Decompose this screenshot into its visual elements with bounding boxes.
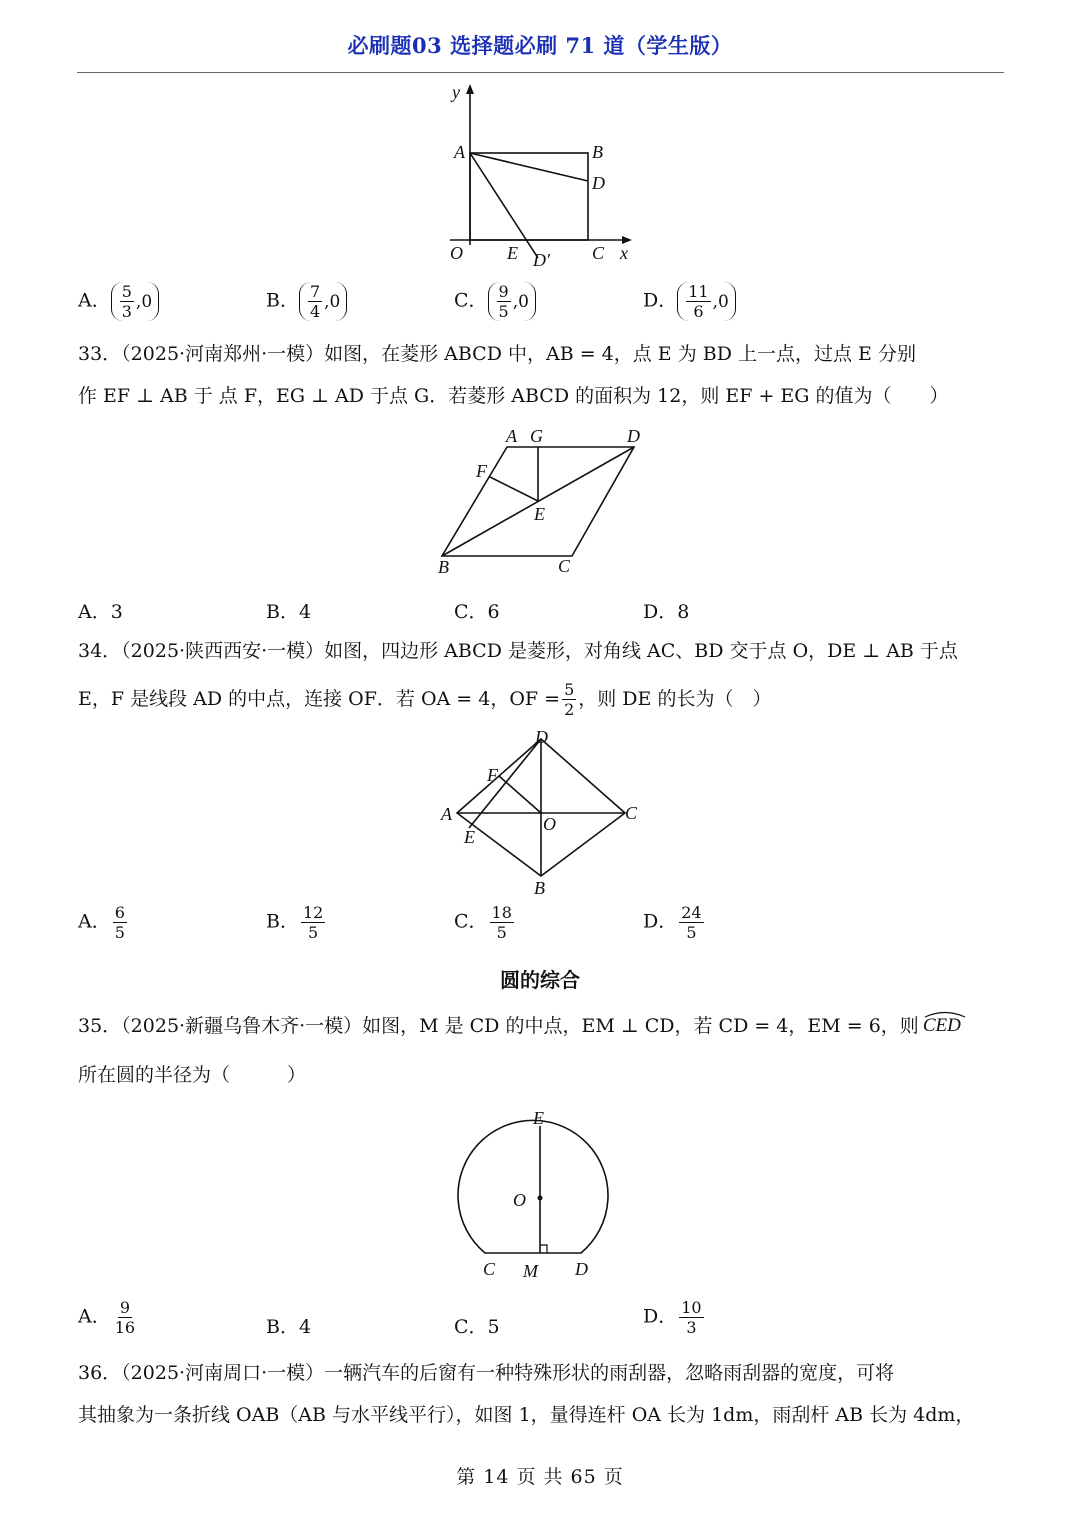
- q35-option-c: C．5: [454, 1316, 500, 1338]
- label-f: F: [476, 461, 487, 481]
- label-d: D: [575, 1259, 588, 1279]
- q35-text-line2: 所在圆的半径为（ ）: [78, 1064, 307, 1086]
- q33-option-c: C．6: [454, 601, 500, 623]
- label-g: G: [530, 426, 543, 446]
- y-axis-arrow: [466, 84, 474, 94]
- label-e: E: [464, 827, 475, 847]
- segment-ad-prime: [470, 153, 538, 258]
- label-o: O: [543, 814, 556, 834]
- q35-option-b: B．4: [266, 1316, 312, 1338]
- label-e: E: [507, 243, 518, 263]
- label-o: O: [513, 1190, 526, 1210]
- page-header-title: 必刷题03 选择题必刷 71 道（学生版）: [347, 33, 733, 58]
- q34-line2-start: E，F 是线段 AD 的中点，连接 OF．若 OA = 4，OF =: [78, 688, 561, 710]
- q36-text-line2: 其抽象为一条折线 OAB（AB 与水平线平行），如图 1，量得连杆 OA 长为 1dm，雨刮杆 AB 长为 4dm，: [78, 1404, 975, 1426]
- label-c: C: [625, 803, 638, 823]
- figure-q35: [455, 1100, 625, 1285]
- q36-text-line1: 36．（2025·河南周口·一模）一辆汽车的后窗有一种特殊形状的雨刮器，忽略雨刮器的宽度，可将: [78, 1362, 895, 1384]
- q34-option-b: B． $\frac{12}{5}$: [266, 903, 324, 942]
- q35-option-a: A． $\frac{9}{16}$: [78, 1298, 136, 1337]
- q33-option-b: B．4: [266, 601, 312, 623]
- page-footer: 第 14 页 共 65 页: [456, 1466, 624, 1488]
- rectangle-abco: [470, 153, 588, 240]
- circle-arc-ced: [458, 1120, 608, 1253]
- q35-line1-text: 35．（2025·新疆乌鲁木齐·一模）如图，M 是 CD 的中点，EM ⊥ CD，若 CD = 4，EM = 6，则: [78, 1015, 919, 1037]
- right-angle-mark: [540, 1245, 547, 1253]
- label-d-prime: D′: [533, 250, 550, 270]
- label-d: D: [592, 173, 605, 193]
- q32-option-a: A． $\frac{5}{3}$ ,0: [78, 282, 159, 321]
- section-title: 圆的综合: [500, 968, 580, 992]
- q34-text-line1: 34．（2025·陕西西安·一模）如图，四边形 ABCD 是菱形，对角线 AC、BD 交于点 O，DE ⊥ AB 于点: [78, 640, 958, 662]
- label-b: B: [592, 142, 603, 162]
- figure-q33: [430, 425, 660, 580]
- q34-option-a: A． $\frac{6}{5}$: [78, 903, 125, 942]
- q35-option-d: D． $\frac{10}{3}$: [643, 1298, 702, 1337]
- label-c: C: [483, 1259, 496, 1279]
- segment-of: [499, 776, 541, 813]
- q34-of-fraction: $\frac{5}{2}$: [564, 679, 575, 719]
- center-o: [538, 1196, 543, 1201]
- label-e: E: [534, 504, 545, 524]
- label-a: A: [441, 804, 452, 824]
- label-d: D: [535, 727, 548, 747]
- arc-mark-icon: [923, 1010, 967, 1018]
- label-c: C: [592, 243, 605, 263]
- q32-option-b: B． $\frac{7}{4}$ ,0: [266, 282, 347, 321]
- label-o: O: [450, 243, 463, 263]
- figure-q34: [435, 725, 645, 900]
- q32-option-c: C． $\frac{9}{5}$ ,0: [454, 282, 536, 321]
- label-e: E: [533, 1108, 544, 1128]
- q34-text-line2: [78, 677, 771, 721]
- label-f: F: [487, 765, 498, 785]
- q35-arc-label: CED: [923, 1014, 961, 1038]
- q33-option-d: D．8: [643, 601, 690, 623]
- q35-text-line1: [78, 1014, 961, 1038]
- label-b: B: [438, 557, 449, 577]
- q34-option-d: D． $\frac{24}{5}$: [643, 903, 702, 942]
- q33-option-a: A．3: [78, 601, 123, 623]
- segment-ad: [470, 153, 588, 181]
- q33-text-line2: 作 EF ⊥ AB 于 点 F，EG ⊥ AD 于点 G．若菱形 ABCD 的面积为 12，则 EF + EG 的值为（ ）: [78, 385, 949, 407]
- segment-ef: [490, 477, 538, 501]
- q34-option-c: C． $\frac{18}{5}$: [454, 903, 512, 942]
- label-a: A: [454, 142, 465, 162]
- q33-text-line1: 33．（2025·河南郑州·一模）如图，在菱形 ABCD 中，AB = 4，点 E 为 BD 上一点，过点 E 分别: [78, 343, 916, 365]
- label-c: C: [558, 556, 571, 576]
- q34-line2-end: ，则 DE 的长为（ ）: [578, 688, 772, 710]
- label-y: y: [452, 82, 460, 102]
- label-m: M: [523, 1261, 538, 1281]
- figure-q32: [430, 80, 650, 270]
- header-divider: [77, 72, 1004, 73]
- label-d: D: [627, 426, 640, 446]
- q32-option-d: D． $\frac{11}{6}$ ,0: [643, 282, 736, 321]
- label-b: B: [534, 878, 545, 898]
- label-a: A: [506, 426, 517, 446]
- label-x: x: [620, 243, 628, 263]
- segment-de: [469, 739, 541, 828]
